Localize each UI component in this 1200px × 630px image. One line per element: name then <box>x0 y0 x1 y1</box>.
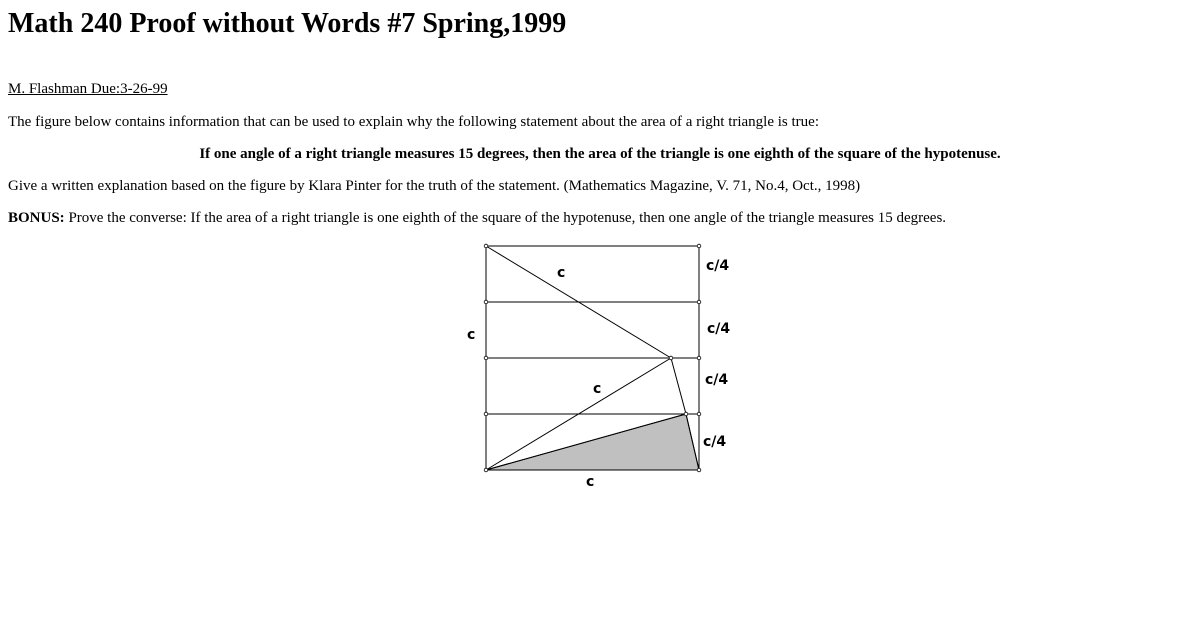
label-middle-hypotenuse: c <box>593 381 602 397</box>
explanation-text: Give a written explanation based on the figure by Klara Pinter for the truth of the statement. (Mathematics Magazine, V. 71, No.4, Oct., 1998) <box>8 178 861 194</box>
vertex-marker <box>484 244 488 248</box>
label-bottom-side: c <box>586 474 595 490</box>
label-top-hypotenuse: c <box>557 265 566 281</box>
vertex-marker <box>484 468 488 472</box>
vertex-marker <box>484 412 488 416</box>
label-strip-4: c/4 <box>703 434 727 450</box>
perpendicular-segment <box>671 358 686 414</box>
label-strip-3: c/4 <box>705 372 729 388</box>
bonus-label: BONUS: <box>8 210 65 226</box>
label-strip-1: c/4 <box>706 258 730 274</box>
vertex-marker <box>669 356 673 360</box>
vertex-marker <box>697 356 701 360</box>
vertex-marker <box>697 300 701 304</box>
page-title: Math 240 Proof without Words #7 Spring,1999 <box>8 8 567 39</box>
vertex-marker <box>697 412 701 416</box>
label-left-side: c <box>467 327 476 343</box>
author-link[interactable]: M. Flashman Due:3-26-99 <box>8 81 168 97</box>
label-strip-2: c/4 <box>707 321 731 337</box>
vertex-marker <box>697 468 701 472</box>
intro-text: The figure below contains information that can be used to explain why the following statement about the area of a right triangle is true: <box>8 114 820 130</box>
bonus-body: Prove the converse: If the area of a right triangle is one eighth of the square of the hypotenuse, then one angle of the triangle measures 15 degrees. <box>64 210 947 226</box>
theorem-statement: If one angle of a right triangle measures 15 degrees, then the area of the triangle is one eighth of the square of the hypotenuse. <box>199 146 1001 162</box>
shaded-triangle <box>486 414 699 470</box>
vertex-marker <box>484 356 488 360</box>
vertex-marker <box>684 412 688 416</box>
vertex-marker <box>484 300 488 304</box>
vertex-marker <box>697 244 701 248</box>
